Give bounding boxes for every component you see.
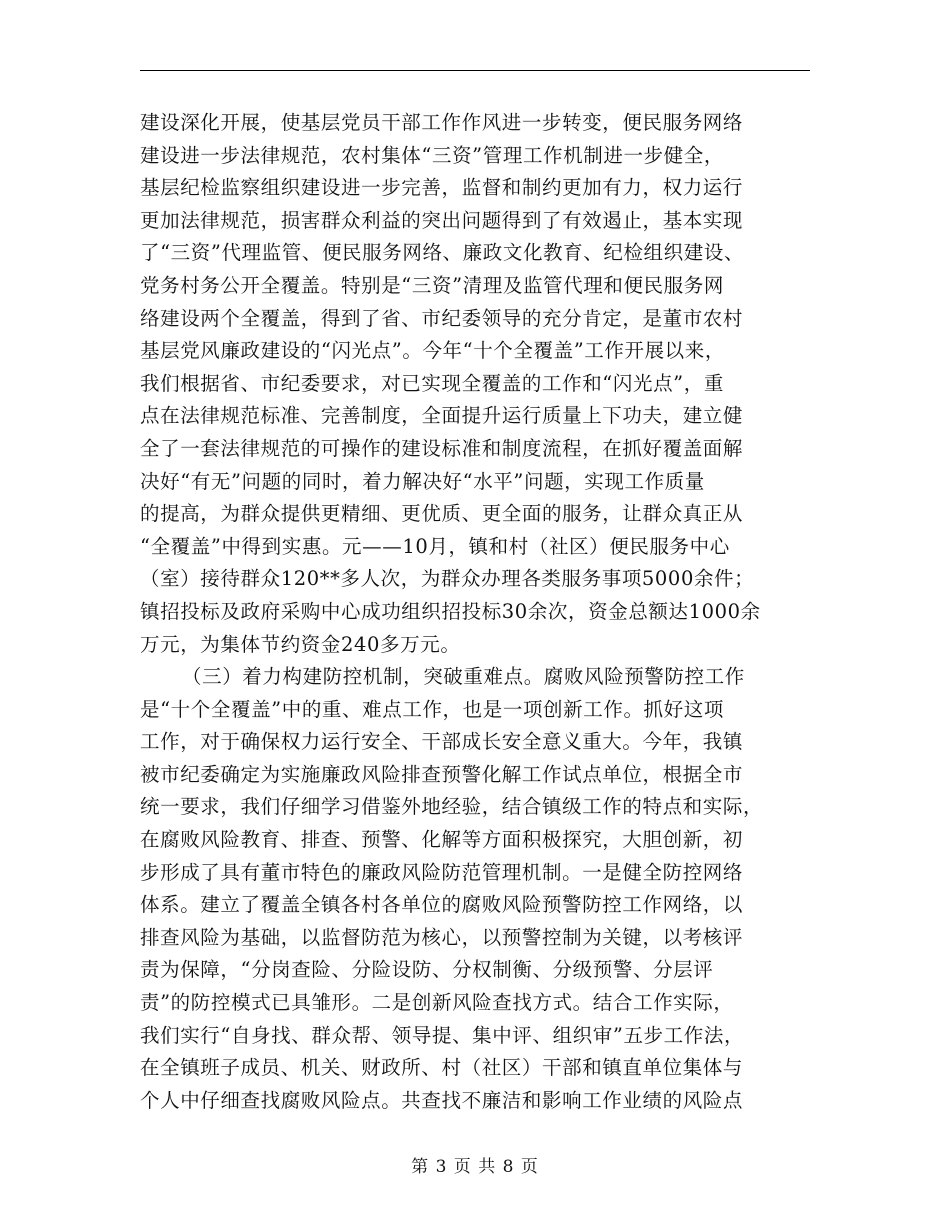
- document-body: [140, 107, 812, 1117]
- text-line: 决好“有无”问题的同时，着力解决好“水平”问题，实现工作质量: [140, 469, 705, 493]
- text-line: 在腐败风险教育、排查、预警、化解等方面积极探究，大胆创新，初: [140, 828, 744, 852]
- text-line: 责”的防控模式已具雏形。二是创新风险查找方式。结合工作实际，: [140, 991, 734, 1015]
- text-line: 责为保障，“分岗查险、分险设防、分权制衡、分级预警、分层评: [140, 958, 714, 982]
- text-line: 了“三资”代理监管、便民服务网络、廉政文化教育、纪检组织建设、: [140, 241, 745, 265]
- text-line: 基层纪检监察组织建设进一步完善，监督和制约更加有力，权力运行: [140, 176, 744, 200]
- text-line: 排查风险为基础，以监督防范为核心，以预警控制为关键，以考核评: [140, 925, 744, 949]
- text-line: 更加法律规范，损害群众利益的突出问题得到了有效遏止，基本实现: [140, 208, 744, 232]
- text-line: 党务村务公开全覆盖。特别是“三资”清理及监管代理和便民服务网: [140, 273, 724, 297]
- text-line: 工作，对于确保权力运行安全、干部成长安全意义重大。今年，我镇: [140, 730, 744, 754]
- text-line: 基层党风廉政建设的“闪光点”。今年“十个全覆盖”工作开展以来，: [140, 339, 725, 363]
- text-line: 建设深化开展，使基层党员干部工作作风进一步转变，便民服务网络: [140, 111, 744, 134]
- text-line: 镇招投标及政府采购中心成功组织招投标30余次，资金总额达1000余: [140, 599, 761, 623]
- text-line: 在全镇班子成员、机关、财政所、村（社区）干部和镇直单位集体与: [140, 1056, 744, 1080]
- text-line: 点在法律规范标准、完善制度，全面提升运行质量上下功夫，建立健: [140, 404, 744, 428]
- text-line: 我们实行“自身找、群众帮、领导提、集中评、组织审”五步工作法，: [140, 1023, 745, 1047]
- text-line: 的提高，为群众提供更精细、更优质、更全面的服务，让群众真正从: [140, 502, 744, 526]
- text-line: 体系。建立了覆盖全镇各村各单位的腐败风险预警防控工作网络，以: [140, 893, 744, 917]
- header-rule: [140, 70, 810, 71]
- text-line: “全覆盖”中得到实惠。元——10月，镇和村（社区）便民服务中心: [140, 534, 730, 558]
- text-line: （室）接待群众120**多人次，为群众办理各类服务事项5000余件；: [140, 567, 755, 591]
- text-line: 个人中仔细查找腐败风险点。共查找不廉洁和影响工作业绩的风险点: [140, 1088, 744, 1112]
- text-line: 是“十个全覆盖”中的重、难点工作，也是一项创新工作。抓好这项: [140, 697, 724, 721]
- text-line: 建设进一步法律规范，农村集体“三资”管理工作机制进一步健全，: [140, 143, 724, 167]
- text-line: 全了一套法律规范的可操作的建设标准和制度流程，在抓好覆盖面解: [140, 436, 744, 460]
- text-line: 统一要求，我们仔细学习借鉴外地经验，结合镇级工作的特点和实际，: [140, 795, 764, 819]
- text-line: 我们根据省、市纪委要求，对已实现全覆盖的工作和“闪光点”，重: [140, 371, 724, 395]
- text-line: 步形成了具有董市特色的廉政风险防范管理机制。一是健全防控网络: [140, 860, 744, 884]
- text-line: （三）着力构建防控机制，突破重难点。腐败风险预警防控工作: [182, 665, 745, 689]
- page-number: 第 3 页 共 8 页: [411, 1157, 539, 1177]
- text-line: 络建设两个全覆盖，得到了省、市纪委领导的充分肯定，是董市农村: [140, 306, 744, 330]
- text-line: 万元，为集体节约资金240多万元。: [140, 632, 461, 656]
- text-line: 被市纪委确定为实施廉政风险排查预警化解工作试点单位，根据全市: [140, 762, 744, 786]
